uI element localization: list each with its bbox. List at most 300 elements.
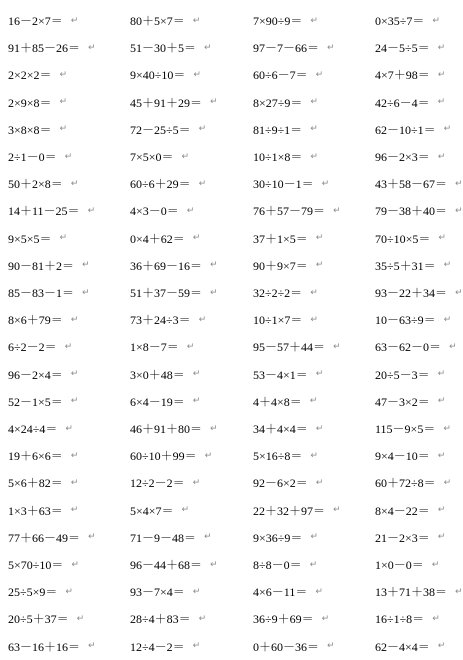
equation: 62－4×4＝	[375, 639, 430, 654]
paragraph-mark-icon: ↵	[198, 314, 207, 325]
problem-row	[0, 252, 460, 279]
problem-cell	[130, 578, 200, 605]
problem-cell	[130, 170, 206, 197]
problem-cell	[130, 252, 218, 279]
problem-cell	[253, 442, 318, 469]
paragraph-mark-icon: ↵	[76, 613, 85, 624]
equation: 12÷4－2＝	[130, 639, 185, 654]
problem-row	[0, 333, 460, 360]
equation: 0＋60－36＝	[253, 639, 320, 654]
equation: 0×4＋62＝	[130, 231, 185, 246]
equation: 63－16＋16＝	[8, 639, 81, 654]
problem-cell	[130, 116, 206, 143]
equation: 24－5÷5＝	[375, 41, 430, 56]
problem-row	[0, 7, 460, 34]
problem-cell	[8, 7, 78, 34]
paragraph-mark-icon: ↵	[186, 205, 195, 216]
paragraph-mark-icon: ↵	[333, 205, 341, 216]
equation: 96－2×4＝	[8, 367, 63, 382]
problem-cell	[8, 524, 96, 551]
problem-cell	[8, 279, 90, 306]
problem-cell	[130, 551, 218, 578]
problem-cell	[253, 551, 317, 578]
problem-cell	[8, 361, 78, 388]
problem-row	[0, 578, 463, 605]
paragraph-mark-icon: ↵	[321, 613, 330, 624]
paragraph-mark-icon: ↵	[315, 260, 324, 271]
problem-cell	[375, 306, 451, 333]
paragraph-mark-icon: ↵	[443, 124, 452, 135]
problem-cell	[8, 442, 78, 469]
equation: 5×4×7＝	[130, 503, 174, 518]
problem-cell	[375, 524, 445, 551]
equation: 71－9－48＝	[130, 530, 197, 545]
paragraph-mark-icon: ↵	[70, 450, 79, 461]
paragraph-mark-icon: ↵	[455, 586, 463, 597]
paragraph-mark-icon: ↵	[64, 151, 73, 162]
problem-cell	[253, 605, 329, 632]
paragraph-mark-icon: ↵	[310, 15, 318, 26]
paragraph-mark-icon: ↵	[70, 396, 79, 407]
problem-cell	[130, 633, 200, 660]
problem-cell	[8, 551, 79, 578]
paragraph-mark-icon: ↵	[210, 559, 218, 570]
problem-cell	[253, 497, 341, 524]
equation: 5×6＋82＝	[8, 476, 63, 491]
equation: 90－81＋2＝	[8, 258, 75, 273]
equation: 4＋4×8＝	[253, 394, 302, 409]
paragraph-mark-icon: ↵	[310, 97, 318, 108]
equation: 25÷5×9＝	[8, 585, 58, 600]
equation: 9×36÷9＝	[253, 530, 303, 545]
paragraph-mark-icon: ↵	[327, 42, 335, 53]
equation: 63－62－0＝	[375, 340, 442, 355]
paragraph-mark-icon: ↵	[315, 369, 324, 380]
paragraph-mark-icon: ↵	[88, 641, 96, 652]
equation: 91＋85－26＝	[8, 41, 81, 56]
problem-cell	[375, 61, 445, 88]
problem-cell	[130, 442, 212, 469]
equation: 95－57＋44＝	[253, 340, 326, 355]
paragraph-mark-icon: ↵	[82, 260, 90, 271]
paragraph-mark-icon: ↵	[192, 15, 201, 26]
paragraph-mark-icon: ↵	[192, 641, 201, 652]
paragraph-mark-icon: ↵	[455, 287, 463, 298]
paragraph-mark-icon: ↵	[192, 233, 201, 244]
equation: 8×27÷9＝	[253, 95, 303, 110]
equation: 2×2×2＝	[8, 68, 52, 83]
paragraph-mark-icon: ↵	[64, 341, 73, 352]
problem-cell	[130, 605, 206, 632]
problem-cell	[375, 578, 463, 605]
problem-cell	[253, 34, 335, 61]
problem-cell	[375, 605, 440, 632]
equation: 0×35÷7＝	[375, 14, 425, 28]
problem-cell	[253, 415, 323, 442]
paragraph-mark-icon: ↵	[82, 287, 90, 298]
equation: 51－30＋5＝	[130, 41, 197, 56]
paragraph-mark-icon: ↵	[310, 532, 318, 543]
problem-row	[0, 89, 460, 116]
equation: 16÷1÷8＝	[375, 612, 425, 627]
paragraph-mark-icon: ↵	[88, 42, 96, 53]
problem-cell	[375, 551, 439, 578]
problem-row	[0, 197, 463, 224]
equation: 9×40÷10＝	[130, 68, 186, 83]
paragraph-mark-icon: ↵	[333, 341, 341, 352]
problem-cell	[375, 252, 451, 279]
paragraph-mark-icon: ↵	[327, 641, 335, 652]
equation: 32÷2÷2＝	[253, 286, 303, 300]
paragraph-mark-icon: ↵	[315, 477, 324, 488]
equation: 2÷1－0＝	[8, 150, 57, 164]
paragraph-mark-icon: ↵	[204, 532, 212, 543]
equation: 4×24÷4＝	[8, 422, 58, 436]
problem-row	[0, 170, 463, 197]
equation: 34＋4×4＝	[253, 422, 308, 436]
paragraph-mark-icon: ↵	[59, 69, 68, 80]
equation: 7×90÷9＝	[253, 14, 303, 28]
problem-row	[0, 225, 460, 252]
equation: 8×4－22＝	[375, 503, 430, 518]
equation: 3×8×8＝	[8, 122, 52, 137]
paragraph-mark-icon: ↵	[181, 505, 190, 516]
problem-cell	[375, 197, 463, 224]
paragraph-mark-icon: ↵	[204, 42, 212, 53]
problem-cell	[8, 333, 72, 360]
equation: 36＋69－16＝	[130, 258, 203, 273]
equation: 36÷9＋69＝	[253, 612, 314, 627]
equation: 79－38＋40＝	[375, 204, 448, 219]
equation: 90＋9×7＝	[253, 258, 308, 273]
paragraph-mark-icon: ↵	[315, 69, 324, 80]
paragraph-mark-icon: ↵	[315, 233, 324, 244]
paragraph-mark-icon: ↵	[437, 396, 446, 407]
problem-cell	[8, 116, 67, 143]
paragraph-mark-icon: ↵	[310, 314, 318, 325]
equation: 51＋37－59＝	[130, 286, 203, 300]
problem-cell	[253, 252, 323, 279]
problem-row	[0, 361, 460, 388]
paragraph-mark-icon: ↵	[455, 178, 463, 189]
equation: 77＋66－49＝	[8, 530, 81, 545]
equation: 4×7＋98＝	[375, 68, 430, 83]
problem-cell	[253, 469, 323, 496]
problem-cell	[8, 252, 90, 279]
problem-row	[0, 306, 460, 333]
equation: 4×6－11＝	[253, 585, 308, 600]
paragraph-mark-icon: ↵	[432, 613, 440, 624]
problem-cell	[375, 633, 445, 660]
equation: 1×3＋63＝	[8, 503, 63, 518]
problem-row	[0, 469, 460, 496]
problem-cell	[130, 415, 218, 442]
paragraph-mark-icon: ↵	[437, 369, 446, 380]
equation: 6×4－19＝	[130, 394, 185, 409]
problem-cell	[130, 34, 212, 61]
problem-row	[0, 605, 460, 632]
problem-cell	[253, 633, 335, 660]
problem-cell	[8, 388, 78, 415]
equation: 97－7－66＝	[253, 41, 320, 56]
problem-cell	[8, 197, 95, 224]
paragraph-mark-icon: ↵	[455, 205, 463, 216]
equation: 43＋58－67＝	[375, 177, 448, 192]
problem-cell	[375, 34, 445, 61]
problem-cell	[8, 89, 67, 116]
paragraph-mark-icon: ↵	[431, 559, 440, 570]
paragraph-mark-icon: ↵	[71, 559, 79, 570]
equation: 46＋91＋80＝	[130, 422, 203, 436]
problem-cell	[8, 170, 78, 197]
paragraph-mark-icon: ↵	[70, 15, 79, 26]
equation: 13＋71＋38＝	[375, 585, 448, 600]
equation: 35÷5＋31＝	[375, 258, 436, 273]
paragraph-mark-icon: ↵	[186, 341, 195, 352]
problem-row	[0, 61, 460, 88]
problem-row	[0, 34, 460, 61]
problem-row	[0, 633, 460, 660]
paragraph-mark-icon: ↵	[88, 532, 96, 543]
paragraph-mark-icon: ↵	[437, 505, 446, 516]
equation: 5×16÷8＝	[253, 449, 303, 464]
problem-cell	[253, 89, 318, 116]
paragraph-mark-icon: ↵	[198, 124, 207, 135]
equation: 81÷9÷1＝	[253, 122, 303, 137]
equation: 12÷2－2＝	[130, 476, 185, 491]
equation: 20÷5＋37＝	[8, 612, 69, 627]
problem-cell	[8, 143, 72, 170]
paragraph-mark-icon: ↵	[437, 69, 446, 80]
equation: 80＋5×7＝	[130, 14, 185, 28]
paragraph-mark-icon: ↵	[443, 423, 451, 434]
problem-cell	[130, 361, 200, 388]
problem-row	[0, 116, 460, 143]
paragraph-mark-icon: ↵	[437, 641, 446, 652]
worksheet	[0, 7, 463, 657]
paragraph-mark-icon: ↵	[310, 450, 318, 461]
equation: 20÷5－3＝	[375, 367, 430, 382]
equation: 72－25÷5＝	[130, 122, 191, 137]
paragraph-mark-icon: ↵	[443, 260, 452, 271]
equation: 62－10÷1＝	[375, 122, 436, 137]
equation: 93－22＋34＝	[375, 286, 448, 300]
paragraph-mark-icon: ↵	[192, 369, 201, 380]
problem-cell	[8, 633, 96, 660]
problem-cell	[130, 333, 194, 360]
problem-cell	[253, 143, 318, 170]
problem-cell	[253, 388, 317, 415]
problem-cell	[130, 279, 218, 306]
paragraph-mark-icon: ↵	[443, 477, 452, 488]
problem-cell	[253, 279, 318, 306]
equation: 22＋32＋97＝	[253, 503, 326, 518]
paragraph-mark-icon: ↵	[210, 423, 218, 434]
equation: 21－2×3＝	[375, 530, 430, 545]
equation: 5×70÷10＝	[8, 558, 64, 572]
paragraph-mark-icon: ↵	[438, 233, 446, 244]
paragraph-mark-icon: ↵	[193, 69, 201, 80]
problem-row	[0, 551, 460, 578]
problem-row	[0, 497, 460, 524]
problem-row	[0, 415, 460, 442]
paragraph-mark-icon: ↵	[210, 287, 218, 298]
paragraph-mark-icon: ↵	[59, 97, 68, 108]
equation: 60÷6＋29＝	[130, 177, 191, 192]
problem-cell	[8, 415, 73, 442]
equation: 96－44＋68＝	[130, 558, 203, 572]
equation: 1×8－7＝	[130, 340, 179, 355]
problem-cell	[130, 306, 206, 333]
paragraph-mark-icon: ↵	[59, 124, 68, 135]
problem-row	[0, 388, 460, 415]
equation: 9×5×5＝	[8, 231, 52, 246]
problem-cell	[253, 197, 341, 224]
equation: 115－9×5＝	[375, 422, 436, 436]
equation: 50＋2×8＝	[8, 177, 63, 192]
problem-cell	[130, 469, 200, 496]
equation: 85－83－1＝	[8, 286, 75, 300]
paragraph-mark-icon: ↵	[310, 124, 318, 135]
paragraph-mark-icon: ↵	[309, 396, 318, 407]
problem-cell	[375, 469, 451, 496]
equation: 9×4－10＝	[375, 449, 430, 464]
paragraph-mark-icon: ↵	[449, 341, 457, 352]
paragraph-mark-icon: ↵	[70, 178, 79, 189]
equation: 45＋91＋29＝	[130, 95, 203, 110]
equation: 8÷8－0＝	[253, 558, 302, 572]
problem-cell	[253, 225, 323, 252]
paragraph-mark-icon: ↵	[70, 505, 79, 516]
problem-cell	[130, 225, 200, 252]
equation: 28÷4＋83＝	[130, 612, 191, 627]
equation: 19＋6×6＝	[8, 449, 63, 464]
problem-cell	[8, 225, 67, 252]
problem-cell	[375, 415, 451, 442]
paragraph-mark-icon: ↵	[321, 178, 330, 189]
problem-cell	[253, 578, 323, 605]
paragraph-mark-icon: ↵	[309, 559, 318, 570]
paragraph-mark-icon: ↵	[210, 260, 218, 271]
problem-cell	[253, 170, 329, 197]
equation: 4×3－0＝	[130, 204, 179, 219]
problem-cell	[8, 306, 78, 333]
equation: 16－2×7＝	[8, 14, 63, 28]
problem-cell	[8, 469, 78, 496]
equation: 8×6＋79＝	[8, 313, 63, 328]
problem-cell	[8, 605, 84, 632]
problem-cell	[8, 578, 73, 605]
equation: 7×5×0＝	[130, 150, 174, 164]
equation: 10÷1×7＝	[253, 313, 303, 328]
problem-cell	[130, 61, 201, 88]
problem-cell	[253, 333, 341, 360]
problem-cell	[130, 89, 218, 116]
problem-cell	[253, 7, 318, 34]
paragraph-mark-icon: ↵	[204, 450, 213, 461]
problem-cell	[375, 442, 445, 469]
equation: 47－3×2＝	[375, 394, 430, 409]
equation: 60＋72÷8＝	[375, 476, 436, 491]
problem-cell	[253, 361, 323, 388]
equation: 53－4×1＝	[253, 367, 308, 382]
equation: 1×0－0＝	[375, 558, 424, 572]
paragraph-mark-icon: ↵	[437, 151, 446, 162]
paragraph-mark-icon: ↵	[437, 42, 446, 53]
paragraph-mark-icon: ↵	[310, 287, 318, 298]
paragraph-mark-icon: ↵	[315, 423, 324, 434]
problem-cell	[8, 497, 78, 524]
paragraph-mark-icon: ↵	[65, 423, 73, 434]
problem-cell	[130, 197, 194, 224]
equation: 30÷10－1＝	[253, 177, 314, 192]
equation: 3×0＋48＝	[130, 367, 185, 382]
paragraph-mark-icon: ↵	[315, 586, 323, 597]
problem-cell	[375, 89, 445, 116]
paragraph-mark-icon: ↵	[181, 151, 190, 162]
equation: 70÷10×5＝	[375, 231, 431, 246]
paragraph-mark-icon: ↵	[437, 97, 446, 108]
problem-cell	[375, 116, 451, 143]
paragraph-mark-icon: ↵	[65, 586, 73, 597]
paragraph-mark-icon: ↵	[70, 477, 79, 488]
paragraph-mark-icon: ↵	[192, 396, 201, 407]
equation: 42÷6－4＝	[375, 95, 430, 110]
paragraph-mark-icon: ↵	[198, 613, 207, 624]
problem-row	[0, 143, 460, 170]
problem-cell	[253, 306, 318, 333]
problem-row	[0, 279, 463, 306]
problem-cell	[253, 116, 318, 143]
paragraph-mark-icon: ↵	[192, 586, 201, 597]
paragraph-mark-icon: ↵	[87, 205, 96, 216]
problem-cell	[375, 388, 445, 415]
problem-cell	[375, 170, 463, 197]
paragraph-mark-icon: ↵	[437, 532, 446, 543]
paragraph-mark-icon: ↵	[333, 505, 341, 516]
problem-cell	[130, 524, 212, 551]
problem-row	[0, 442, 460, 469]
problem-cell	[375, 497, 445, 524]
paragraph-mark-icon: ↵	[432, 15, 440, 26]
problem-cell	[253, 524, 318, 551]
paragraph-mark-icon: ↵	[310, 151, 318, 162]
problem-cell	[130, 497, 189, 524]
problem-row	[0, 524, 460, 551]
paragraph-mark-icon: ↵	[437, 450, 446, 461]
equation: 92－6×2＝	[253, 476, 308, 491]
equation: 37＋1×5＝	[253, 231, 308, 246]
equation: 60÷10＋99＝	[130, 449, 197, 464]
problem-cell	[375, 143, 445, 170]
equation: 93－7×4＝	[130, 585, 185, 600]
equation: 73＋24÷3＝	[130, 313, 191, 328]
problem-cell	[375, 7, 440, 34]
paragraph-mark-icon: ↵	[59, 233, 68, 244]
equation: 76＋57－79＝	[253, 204, 326, 219]
equation: 10－63÷9＝	[375, 313, 436, 328]
equation: 10÷1×8＝	[253, 150, 303, 164]
problem-cell	[130, 143, 189, 170]
problem-cell	[130, 388, 200, 415]
problem-cell	[130, 7, 200, 34]
paragraph-mark-icon: ↵	[210, 97, 218, 108]
problem-cell	[375, 361, 445, 388]
problem-cell	[253, 61, 323, 88]
paragraph-mark-icon: ↵	[70, 369, 79, 380]
equation: 14＋11－25＝	[8, 204, 80, 219]
equation: 96－2×3＝	[375, 150, 430, 164]
